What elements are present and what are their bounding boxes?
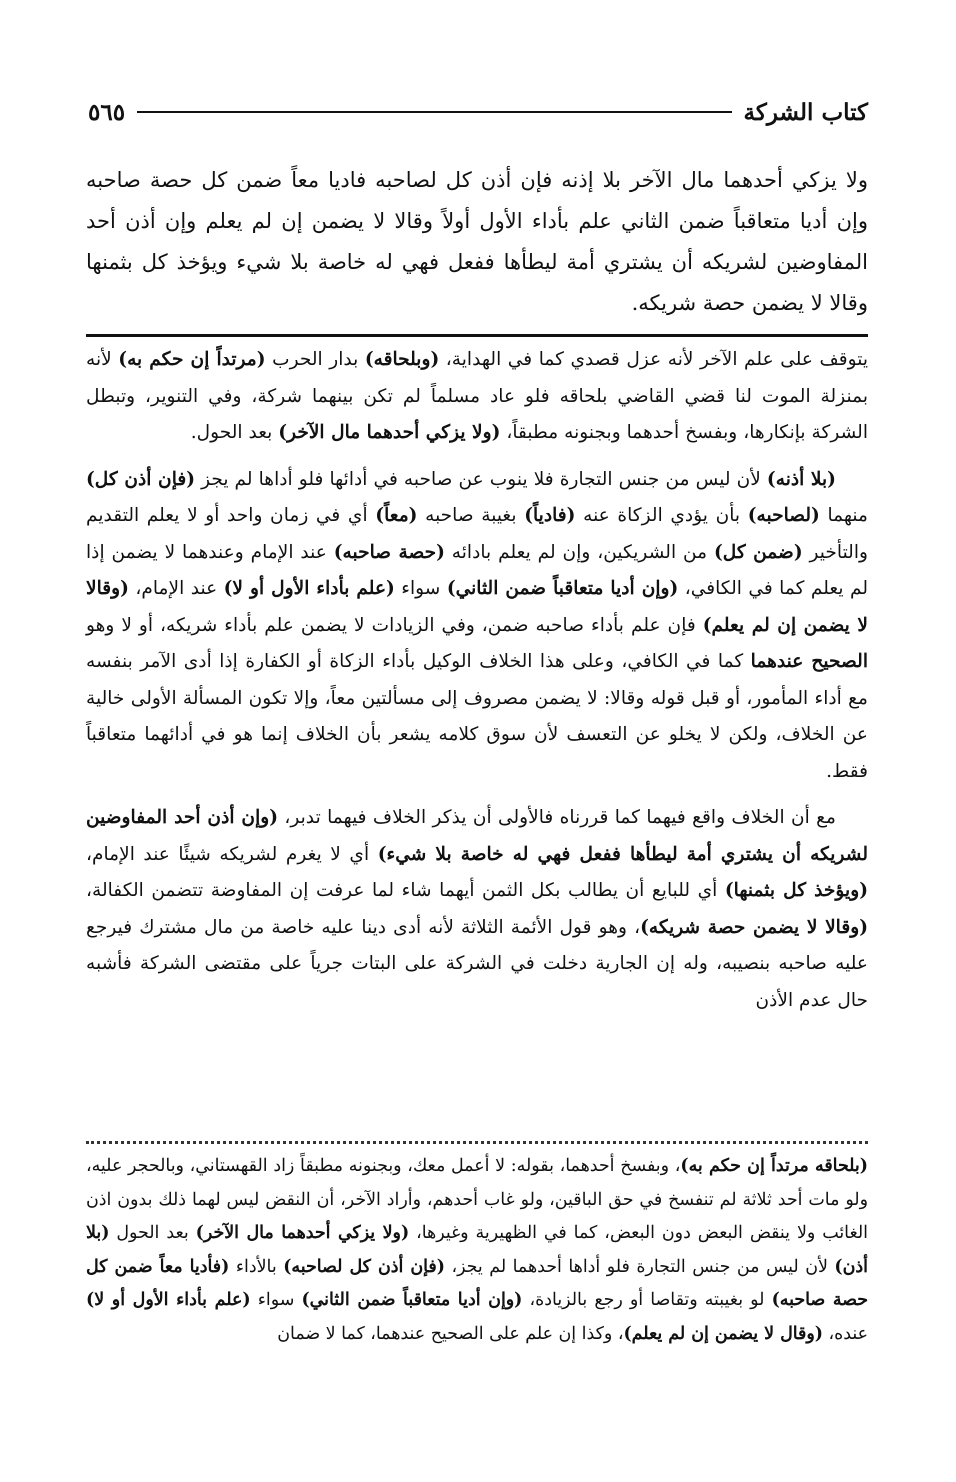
text-run: بغيبة صاحبه bbox=[417, 505, 525, 526]
header-rule bbox=[137, 111, 731, 113]
bold-quoted-text: (وقالا لا يضمن حصة شريكه) bbox=[640, 916, 869, 938]
text-run: لو بغيبته وتقاصا أو رجع بالزيادة، bbox=[522, 1290, 772, 1311]
sharh-paragraph-3 bbox=[86, 800, 868, 1019]
text-run: ، وهو قول الأئمة الثلاثة لأنه أدى دينا عليه خاصة من مال مشترك فيرجع عليه صاحبه بنصيبه، وله إن الجارية دخلت في الشركة على البتات جرياً على مقتضى الشركة فأشبه حال عدم الأذن bbox=[86, 916, 868, 1011]
text-run: ، وبفسخ أحدهما، بقوله: لا أعمل معك، وبجنونه مطبقاً زاد القهستاني، وبالحجر عليه، ولو مات أحد ثلاثة لم تنفسخ في حق الباقين، ولو غاب أحدهم، وأراد الآخر، أن النقض ليس لهما ذلك بدون اذن الغائب ولا ينقض البعض دون البعض، كما في الظهيرية وغيرها، bbox=[86, 1156, 868, 1244]
bold-quoted-text: (فادياً) bbox=[524, 505, 576, 526]
section-divider bbox=[86, 334, 868, 337]
bold-quoted-text: (وإن أذن أحد المفاوضين لشريكه أن يشتري أمة ليطأها ففعل فهي له خاصة بلا شيء) bbox=[86, 807, 868, 865]
text-run: أي للبايع أن يطالب بكل الثمن أيهما شاء لما عرفت إن المفاوضة تتضمن الكفالة، bbox=[86, 880, 725, 901]
footnote-divider bbox=[86, 1141, 868, 1144]
text-run: مع أن الخلاف واقع فيهما كما قررناه فالأولى أن يذكر الخلاف فيهما تدبر، bbox=[278, 807, 836, 828]
hashiya-paragraph bbox=[86, 1150, 868, 1352]
bold-quoted-text: (ولا يزكي أحدهما مال الآخر) bbox=[195, 1223, 410, 1244]
text-run: سواء bbox=[250, 1290, 302, 1311]
hashiya-footnote-block bbox=[86, 1150, 868, 1400]
sharh-paragraph-2 bbox=[86, 462, 868, 791]
text-run: بالأداء bbox=[229, 1256, 284, 1277]
text-run: أي في زمان واحد أو لا يعلم التقديم والتأخير bbox=[86, 505, 868, 563]
sharh-commentary-block bbox=[86, 342, 868, 1142]
bold-quoted-text: (وإن أديا متعاقباً ضمن الثاني) bbox=[446, 578, 679, 599]
text-run: بعد الحول bbox=[109, 1223, 196, 1244]
bold-quoted-text: (وقال لا يضمن إن لم يعلم) bbox=[623, 1323, 823, 1344]
bold-quoted-text: (مرتداً إن حكم به) bbox=[118, 349, 266, 370]
bold-quoted-text: (علم بأداء الأول أو لا) bbox=[86, 1290, 251, 1311]
text-run: عند الإمام وعندهما لا يضمن إذا لم يعلم كما في الكافي، bbox=[86, 541, 869, 599]
text-run: لأن ليس من جنس التجارة فلا ينوب عن صاحبه في أدائها فلو أداها لم يجز bbox=[195, 468, 767, 490]
bold-quoted-text: الصحيح عندهما bbox=[750, 651, 868, 672]
text-run: سواء bbox=[394, 578, 447, 599]
text-run: أي لا يغرم لشريكه شيئًا عند الإمام، bbox=[86, 843, 378, 865]
bold-quoted-text: (علم بأداء الأول أو لا) bbox=[223, 578, 395, 599]
text-run: لأن ليس من جنس التجارة فلو أداها أحدهما لم يجز، bbox=[444, 1256, 835, 1277]
bold-quoted-text: (بلا أذنه) bbox=[766, 468, 836, 490]
text-run: منهما bbox=[819, 505, 868, 526]
text-run: عنده، bbox=[822, 1323, 868, 1344]
matn-text-block bbox=[86, 160, 868, 330]
text-run: فإن علم بأداء صاحبه ضمن، وفي الزيادات لا يضمن علم بأداء شريكه، أو لا وهو bbox=[86, 614, 703, 636]
text-run: لأنه بمنزلة الموت لنا قضي القاضي بلحاقه فلو عاد مسلماً لم تكن بينهما شركة، وفي التنوير، وتبطل الشركة بإنكارها، وبفسخ أحدهما وبجنونه مطبقاً، bbox=[86, 349, 868, 443]
page-number: ٥٦٥ bbox=[88, 98, 126, 126]
bold-quoted-text: (معاً) bbox=[375, 505, 418, 526]
bold-quoted-text: (وقالا لا يضمن إن لم يعلم) bbox=[86, 578, 868, 636]
text-run: يتوقف على علم الآخر لأنه عزل قصدي كما في الهداية، bbox=[439, 349, 868, 370]
bold-quoted-text: (فإن أذن كل لصاحبه) bbox=[283, 1256, 445, 1277]
bold-quoted-text: (بلحاقه مرتداً إن حكم به) bbox=[680, 1156, 868, 1176]
text-run: من الشريكين، وإن لم يعلم بادائه bbox=[444, 541, 714, 563]
header-title: كتاب الشركة bbox=[743, 98, 868, 126]
bold-quoted-text: (وإن أديا متعاقباً ضمن الثاني) bbox=[301, 1290, 523, 1311]
text-run: بأن يؤدي الزكاة عنه bbox=[575, 505, 748, 526]
bold-quoted-text: (لصاحبه) bbox=[747, 505, 820, 526]
text-run: كما في الكافي، وعلى هذا الخلاف الوكيل بأداء الزكاة أو الكفارة إذا أدى الآمر بنفسه مع أداء المأمور، أو قبل قوله وقالا: لا يضمن مصروف إلى مسألتين معاً، وإلا تكون المسألة الأولى خالية عن الخلاف، ولكن لا يخلو عن التعسف لأن سوق كلامه يشعر بأن الخلاف إنما هو في أدائهما متعاقباً فقط. bbox=[86, 651, 868, 782]
sharh-paragraph-1 bbox=[86, 342, 868, 452]
running-header bbox=[88, 92, 868, 132]
text-run: بعد الحول. bbox=[190, 422, 279, 443]
bold-quoted-text: (ضمن كل) bbox=[713, 541, 803, 563]
text-run: بدار الحرب bbox=[265, 349, 365, 370]
bold-quoted-text: (ويؤخذ كل بثمنها) bbox=[724, 880, 868, 901]
bold-quoted-text: (حصة صاحبه) bbox=[333, 541, 445, 563]
bold-quoted-text: (وبلحاقه) bbox=[364, 349, 440, 370]
bold-quoted-text: (بلا أذن) bbox=[86, 1223, 868, 1277]
text-run: ، وكذا إن علم على الصحيح عندهما، كما لا ضمان bbox=[277, 1323, 624, 1344]
bold-quoted-text: (فإن أذن كل) bbox=[86, 468, 196, 490]
text-run: عند الإمام، bbox=[128, 578, 224, 599]
bold-quoted-text: (ولا يزكي أحدهما مال الآخر) bbox=[278, 422, 501, 443]
matn-paragraph: ولا يزكي أحدهما مال الآخر بلا إذنه فإن أذن كل لصاحبه فاديا معاً ضمن كل حصة صاحبه وإن أديا متعاقباً ضمن الثاني علم بأداء الأول أولاً وقالا لا يضمن إن لم يعلم وإن أذن أحد المفاوضين لشريكه أن يشتري أمة ليطأها ففعل فهي له خاصة بلا شيء ويؤخذ كل بثمنها وقالا لا يضمن حصة شريكه. bbox=[86, 168, 868, 315]
bold-quoted-text: (فأديا معاً ضمن كل حصة صاحبه) bbox=[86, 1256, 869, 1311]
